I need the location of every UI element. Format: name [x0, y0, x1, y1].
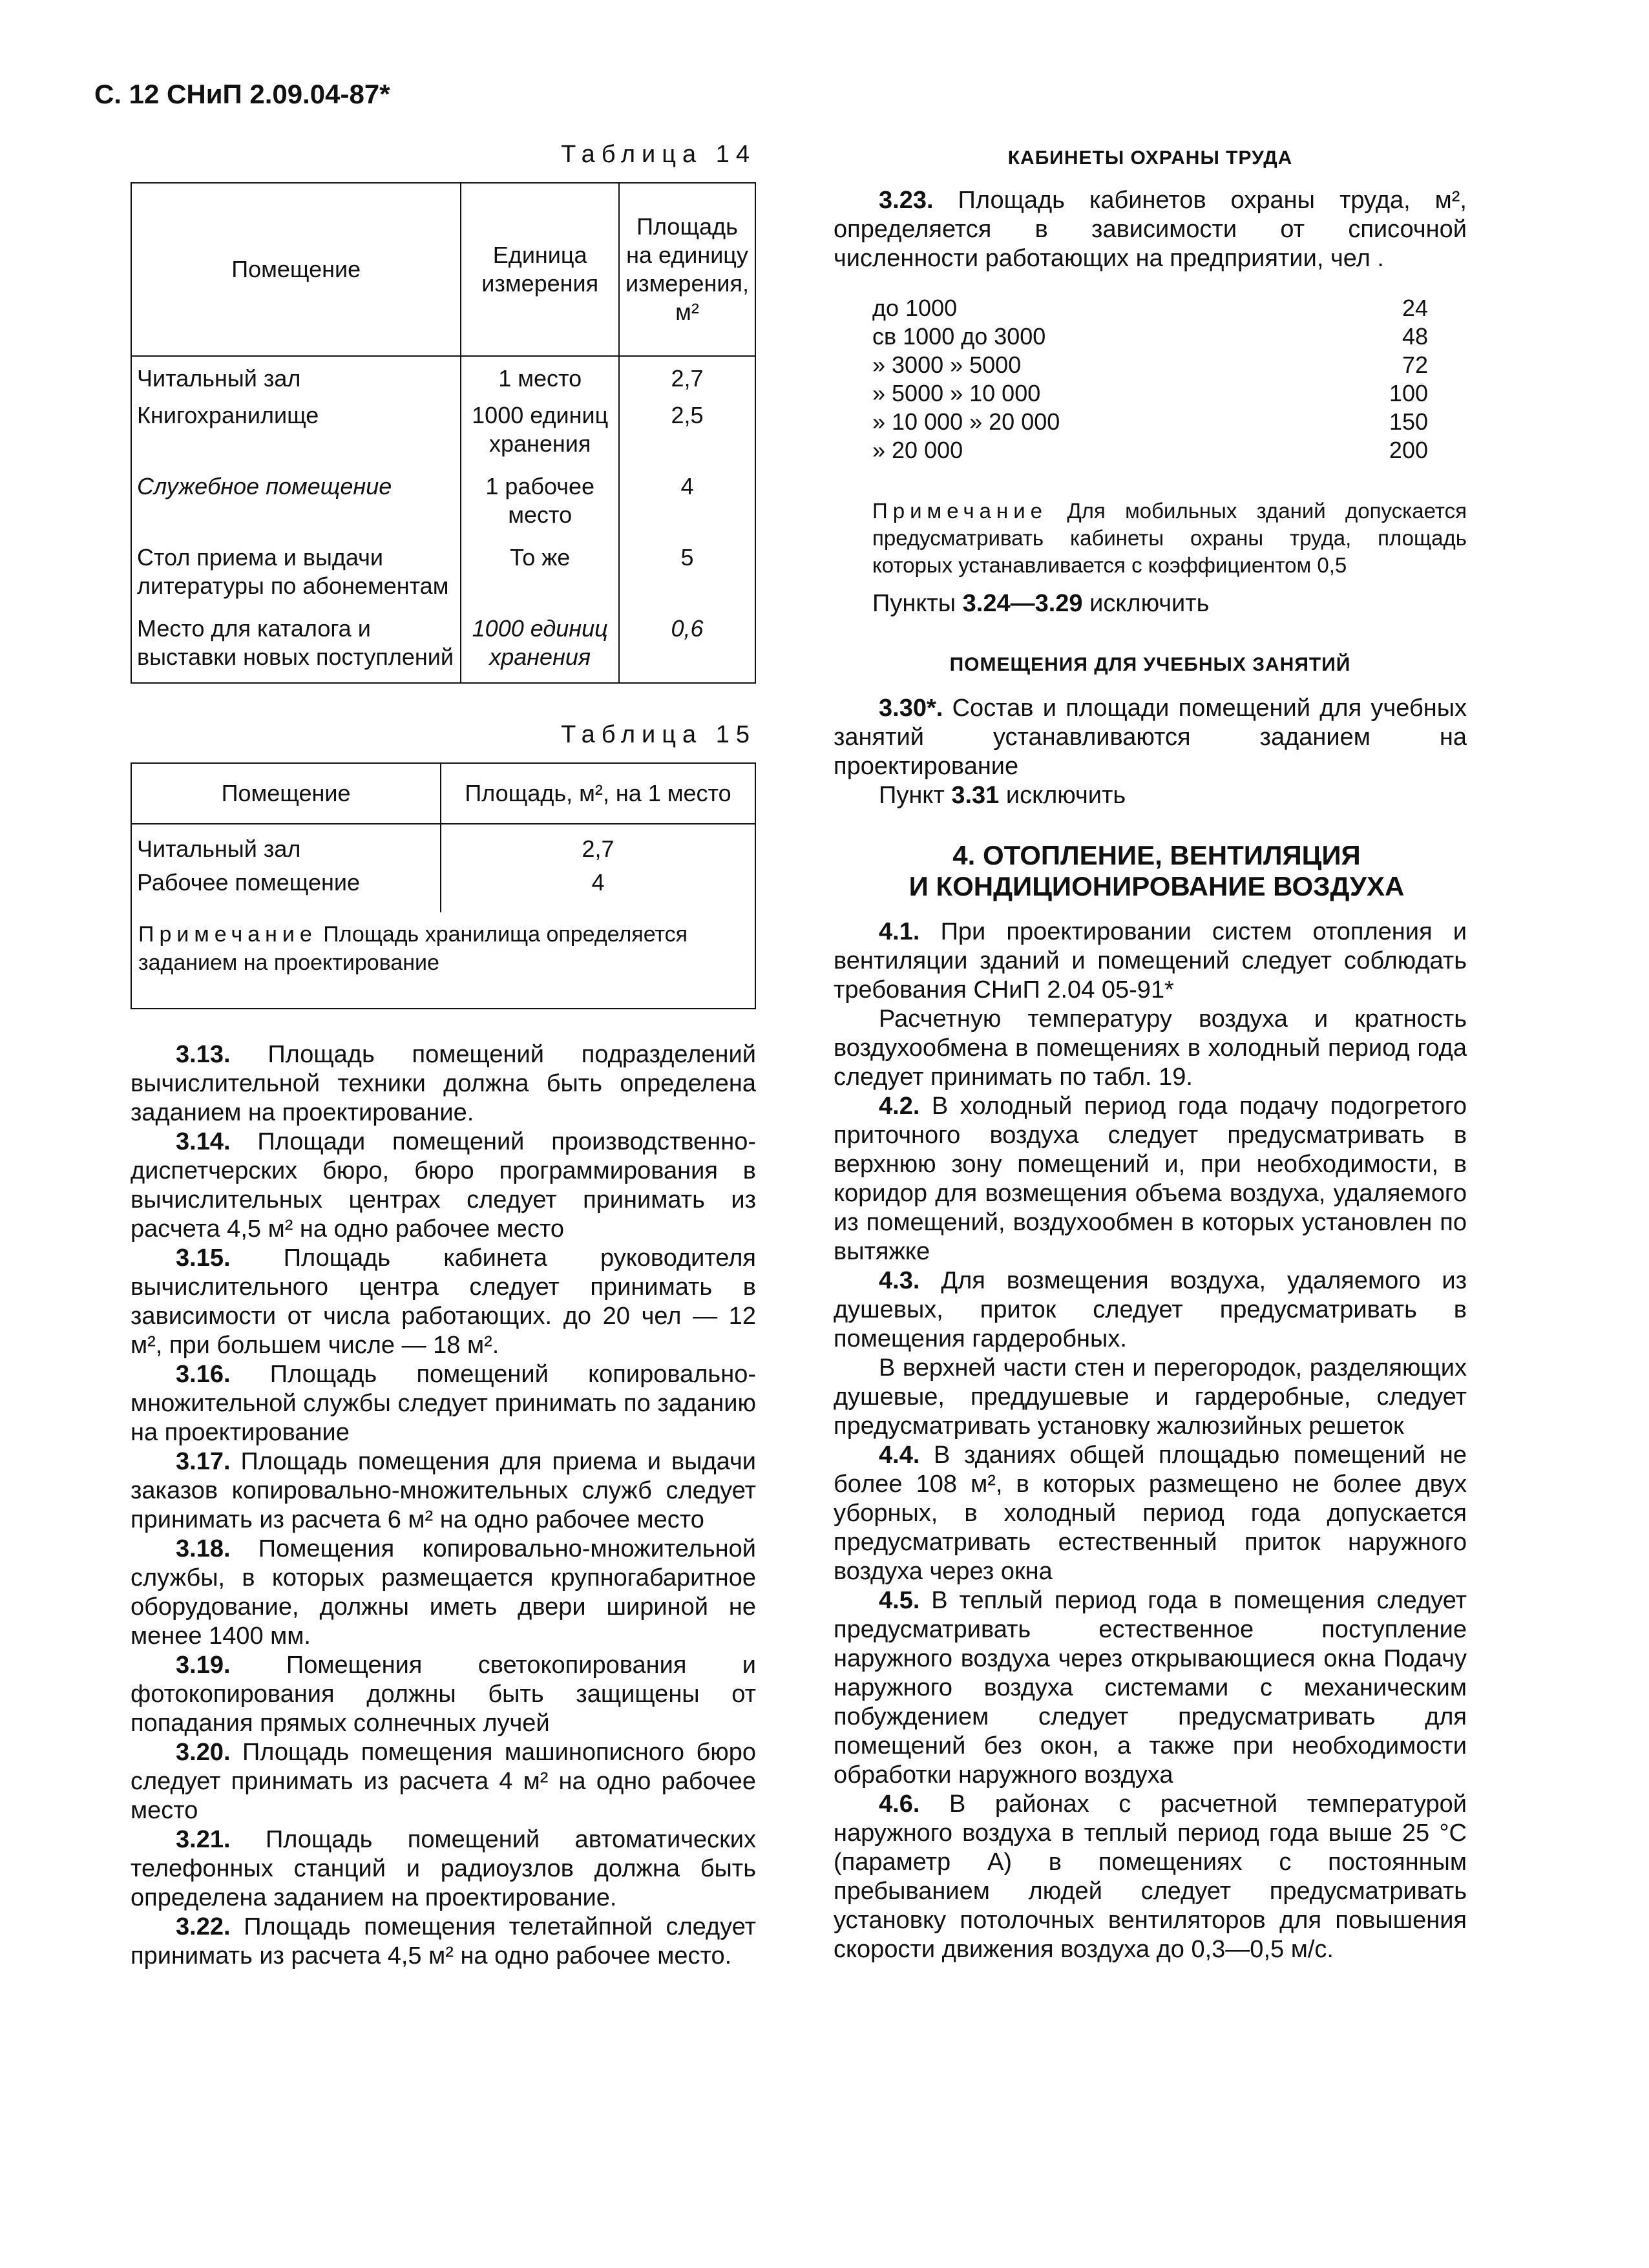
paragraph-text: Площадь помещений копировально-множительной службы следует принимать по заданию на проектирование [131, 1361, 756, 1446]
paragraph-number: 4.6. [879, 1790, 920, 1818]
paragraph [131, 1447, 756, 1535]
table-cell: Место для каталога и выставки новых поступлений [131, 612, 461, 683]
note-text: Для мобильных зданий допускается предусматривать кабинеты охраны труда, площадь которых устанавливается с коэффициентом 0,5 [872, 499, 1467, 577]
paragraph-number: 3.30*. [879, 695, 943, 722]
section-title-line2: И КОНДИЦИОНИРОВАНИЕ ВОЗДУХА [909, 871, 1405, 901]
paragraph-text: В районах с расчетной температурой наружного воздуха в теплый период года выше 25 °С (параметр А) в помещениях с постоянным пребыванием людей следует предусматривать установку потолочных вентиляторов для повышения скорости движения воздуха до 0,3—0,5 м/с. [834, 1790, 1467, 1963]
exclude-3-24 [872, 589, 1467, 618]
table-cell: 1 место [461, 356, 619, 399]
paragraph [834, 1092, 1467, 1266]
list-item-label: » 3000 » 5000 [872, 352, 1022, 378]
page-header: С. 12 СНиП 2.09.04-87* [94, 79, 390, 109]
paragraph [131, 1738, 756, 1825]
table14-header-unit: Единица измерения [461, 183, 619, 356]
section-heading-study-rooms: ПОМЕЩЕНИЯ ДЛЯ УЧЕБНЫХ ЗАНЯТИЙ [949, 654, 1351, 675]
table-cell: 5 [619, 541, 755, 612]
table-row [131, 356, 755, 399]
table-cell: 2,7 [441, 824, 755, 866]
table-row [131, 470, 755, 541]
paragraph-number: 4.5. [879, 1587, 920, 1614]
paragraph-text: Помещения светокопирования и фотокопирования должны быть защищены от попадания прямых солнечных лучей [131, 1652, 757, 1737]
list-item [872, 322, 1428, 351]
paragraph-number: 3.13. [176, 1041, 231, 1068]
list-item-label: » 10 000 » 20 000 [872, 408, 1060, 435]
list-item [872, 351, 1428, 379]
paragraph-text: Площадь помещений автоматических телефонных станций и радиоузлов должна быть определена заданием на проектирование. [131, 1826, 756, 1911]
exclude-suffix: исключить [1089, 590, 1210, 617]
list-item [872, 294, 1428, 322]
table15-header-area: Площадь, м², на 1 место [441, 763, 755, 824]
labor-note [872, 498, 1467, 579]
list-item-label: св 1000 до 3000 [872, 323, 1046, 350]
paragraph [834, 1005, 1467, 1092]
list-item-value: 72 [1402, 352, 1428, 378]
paragraph [131, 1651, 756, 1738]
table14-header-area: Площадь на единицу измерения, м² [619, 183, 755, 356]
paragraph-3-30 [834, 694, 1467, 810]
paragraph [131, 1040, 756, 1128]
exclude-number: 3.31 [951, 782, 1000, 809]
list-item-value: 100 [1389, 380, 1428, 406]
list-item-value: 200 [1389, 437, 1428, 463]
paragraph [131, 1913, 756, 1971]
table-cell: 1 рабочее место [461, 470, 619, 541]
table14-header-room: Помещение [131, 183, 461, 356]
paragraph-number: 4.4. [879, 1442, 920, 1469]
section-title [834, 840, 1480, 902]
list-item [872, 408, 1428, 436]
table15-note-label: Примечание [138, 922, 317, 947]
staff-area-list [872, 294, 1428, 465]
paragraph-text: Площадь кабинетов охраны труда, м², определяется в зависимости от списочной численности работающих на предприятии, чел . [834, 187, 1467, 272]
paragraph-text: Площадь кабинета руководителя вычислительного центра следует принимать в зависимости от числа работающих. до 20 чел — 12 м², при большем числе — 18 м². [131, 1244, 756, 1359]
table-cell: 1000 единиц хранения [461, 612, 619, 683]
note-label: Примечание [872, 499, 1048, 523]
paragraph-number: 3.22. [176, 1913, 231, 1940]
paragraph-text: В зданиях общей площадью помещений не более 108 м², в которых размещено не более двух уборных, в холодный период года допускается предусматривать естественный приток наружного воздуха через окна [834, 1442, 1467, 1585]
exclude-prefix: Пункты [872, 590, 956, 617]
right-paragraphs [834, 918, 1467, 1964]
exclude-prefix: Пункт [879, 782, 945, 809]
table-cell: Рабочее помещение [131, 866, 441, 912]
table-cell: Читальный зал [131, 824, 441, 866]
table-cell: 2,7 [619, 356, 755, 399]
paragraph-number: 3.20. [176, 1739, 231, 1766]
paragraph-text: В холодный период года подачу подогретого приточного воздуха следует предусматривать в верхнюю зону помещений и, при необходимости, в коридор для возмещения объема воздуха, удаляемого из помещений, воздухообмен в которых установлен по вытяжке [834, 1093, 1467, 1265]
paragraph-text: В теплый период года в помещения следует предусматривать естественное поступление наружного воздуха через открывающиеся окна Подачу наружного воздуха системами с механическим побуждением следует предусматривать для помещений без окон, а также при необходимости обработки наружного воздуха [834, 1587, 1467, 1789]
paragraph-text: Расчетную температуру воздуха и кратность воздухообмена в помещениях в холодный период года следует принимать по табл. 19. [834, 1005, 1467, 1091]
table15-caption: Таблица 15 [561, 721, 756, 748]
list-item-value: 150 [1389, 408, 1428, 435]
paragraph [131, 1825, 756, 1913]
table-cell: Стол приема и выдачи литературы по абонементам [131, 541, 461, 612]
table-cell: 4 [441, 866, 755, 912]
table-cell: 1000 единиц хранения [461, 399, 619, 470]
paragraph-number: 3.15. [176, 1244, 231, 1272]
paragraph-text: В верхней части стен и перегородок, разделяющих душевые, преддушевые и гардеробные, следует предусматривать установку жалюзийных решеток [834, 1354, 1467, 1440]
table-row [131, 541, 755, 612]
paragraph-number: 3.16. [176, 1361, 231, 1388]
paragraph-number: 3.19. [176, 1652, 231, 1679]
paragraph-text: Помещения копировально-множительной службы, в которых размещается крупногабаритное оборудование, должны иметь двери шириной не менее 1400 мм. [131, 1535, 756, 1650]
table-15 [131, 762, 756, 912]
paragraph [834, 1354, 1467, 1441]
paragraph-text: Площадь помещений подразделений вычислительной техники должна быть определена заданием на проектирование. [131, 1041, 757, 1126]
table-cell: То же [461, 541, 619, 612]
list-item-label: » 5000 » 10 000 [872, 380, 1041, 406]
paragraph [834, 1441, 1467, 1586]
list-item-label: до 1000 [872, 295, 958, 321]
list-item [872, 379, 1428, 408]
exclude-suffix: исключить [1005, 782, 1126, 809]
table15-note-text: Площадь хранилища определяется заданием на проектирование [138, 922, 688, 975]
paragraph [834, 1790, 1467, 1964]
paragraph-text: Площадь помещения машинописного бюро следует принимать из расчета 4 м² на одно рабочее место [131, 1739, 756, 1824]
list-item-label: » 20 000 [872, 437, 963, 463]
table15-note [131, 911, 756, 1009]
paragraph [834, 1266, 1467, 1354]
table-cell: Книгохранилище [131, 399, 461, 470]
paragraph-text: Состав и площади помещений для учебных занятий устанавливаются заданием на проектирование [834, 695, 1467, 780]
table-cell: Читальный зал [131, 356, 461, 399]
list-item-value: 48 [1402, 323, 1428, 350]
paragraph-text: Площадь помещения телетайпной следует принимать из расчета 4,5 м² на одно рабочее место. [131, 1913, 756, 1969]
table-cell: 0,6 [619, 612, 755, 683]
paragraph [131, 1535, 756, 1651]
paragraph-number: 4.2. [879, 1093, 920, 1120]
paragraph [834, 918, 1467, 1005]
paragraph-number: 3.21. [176, 1826, 231, 1853]
table-row [131, 866, 755, 912]
paragraph-text: При проектировании систем отопления и вентиляции зданий и помещений следует соблюдать требования СНиП 2.04 05-91* [834, 918, 1467, 1003]
table15-header-room: Помещение [131, 763, 441, 824]
table-cell: 4 [619, 470, 755, 541]
section-heading-labor-safety: КАБИНЕТЫ ОХРАНЫ ТРУДА [1007, 147, 1293, 169]
list-item [872, 436, 1428, 465]
table-row [131, 399, 755, 470]
paragraph-number: 3.17. [176, 1448, 231, 1475]
table-cell: 2,5 [619, 399, 755, 470]
table-14 [131, 182, 756, 684]
paragraph-number: 4.1. [879, 918, 920, 945]
section-title-line1: 4. ОТОПЛЕНИЕ, ВЕНТИЛЯЦИЯ [952, 840, 1361, 870]
list-item-value: 24 [1402, 295, 1428, 321]
exclude-range: 3.24—3.29 [962, 590, 1083, 617]
left-paragraphs [131, 1040, 756, 1971]
paragraph [131, 1128, 756, 1244]
paragraph-number: 3.14. [176, 1128, 231, 1155]
paragraph-number: 3.23. [879, 187, 934, 214]
table-row [131, 824, 755, 866]
paragraph [131, 1244, 756, 1360]
paragraph-text: Площадь помещения для приема и выдачи заказов копировально-множительных служб следует принимать из расчета 6 м² на одно рабочее место [131, 1448, 756, 1533]
table-row [131, 612, 755, 683]
paragraph-number: 3.18. [176, 1535, 231, 1562]
table14-caption: Таблица 14 [561, 141, 756, 168]
paragraph-number: 4.3. [879, 1267, 920, 1294]
table-cell: Служебное помещение [131, 470, 461, 541]
paragraph [131, 1360, 756, 1447]
paragraph-3-23 [834, 186, 1467, 273]
paragraph-text: Для возмещения воздуха, удаляемого из душевых, приток следует предусматривать в помещения гардеробных. [834, 1267, 1467, 1352]
paragraph-text: Площади помещений производственно-диспетчерских бюро, бюро программирования в вычислительных центрах следует принимать из расчета 4,5 м² на одно рабочее место [131, 1128, 757, 1243]
paragraph [834, 1586, 1467, 1790]
